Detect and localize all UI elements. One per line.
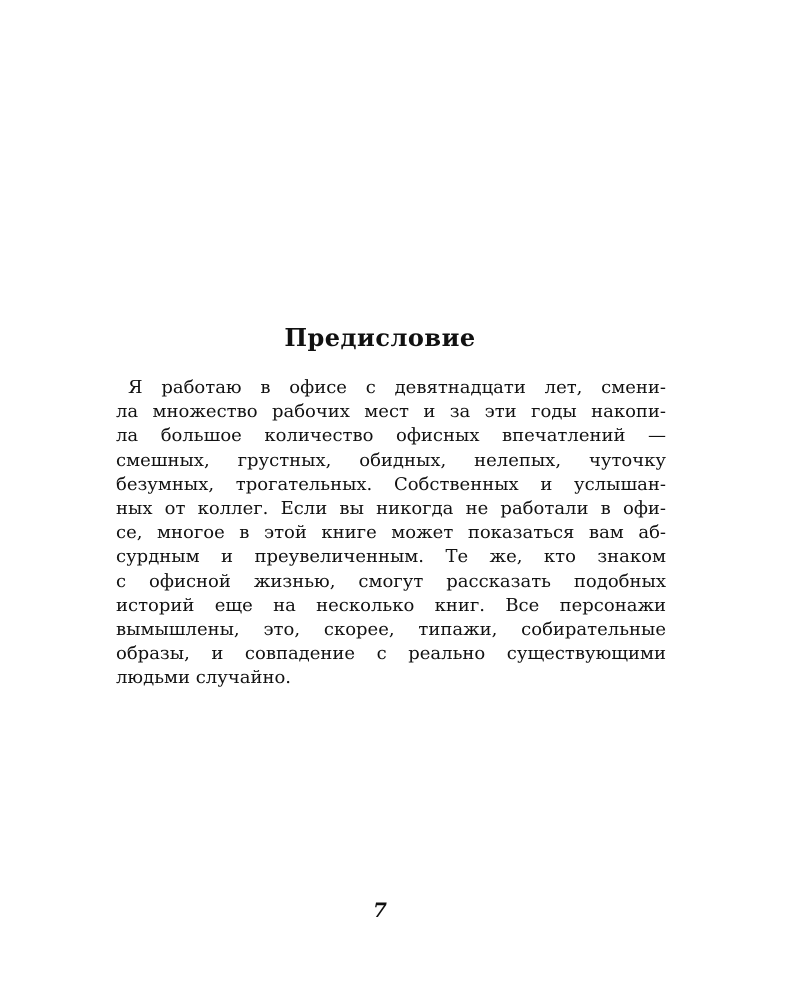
text-line: Я работаю в офисе с девятнадцати лет, смени-	[128, 377, 666, 398]
text-line: се, многое в этой книге может показаться вам аб-	[116, 522, 666, 544]
preface-text	[116, 376, 666, 690]
text-line: ла большое количество офисных впечатлений —	[116, 425, 666, 447]
text-line: ла множество рабочих мест и за эти годы накопи-	[116, 401, 666, 423]
text-line: смешных, грустных, обидных, нелепых, чуточку	[116, 449, 666, 471]
text-line: ных от коллег. Если вы никогда не работали в офи-	[116, 497, 666, 519]
text-line: с офисной жизнью, смогут рассказать подобных	[116, 570, 666, 592]
text-line: безумных, трогательных. Собственных и услышан-	[116, 473, 666, 495]
text-line: людьми случайно.	[116, 667, 291, 689]
text-line: вымышлены, это, скорее, типажи, собирательные	[116, 618, 666, 640]
text-line: сурдным и преувеличенным. Те же, кто знаком	[116, 546, 666, 568]
text-line: историй еще на несколько книг. Все персонажи	[116, 594, 666, 616]
chapter-title: Предисловие	[284, 323, 476, 352]
page-number: 7	[373, 898, 387, 922]
text-line: образы, и совпадение с реально существующими	[116, 643, 666, 665]
